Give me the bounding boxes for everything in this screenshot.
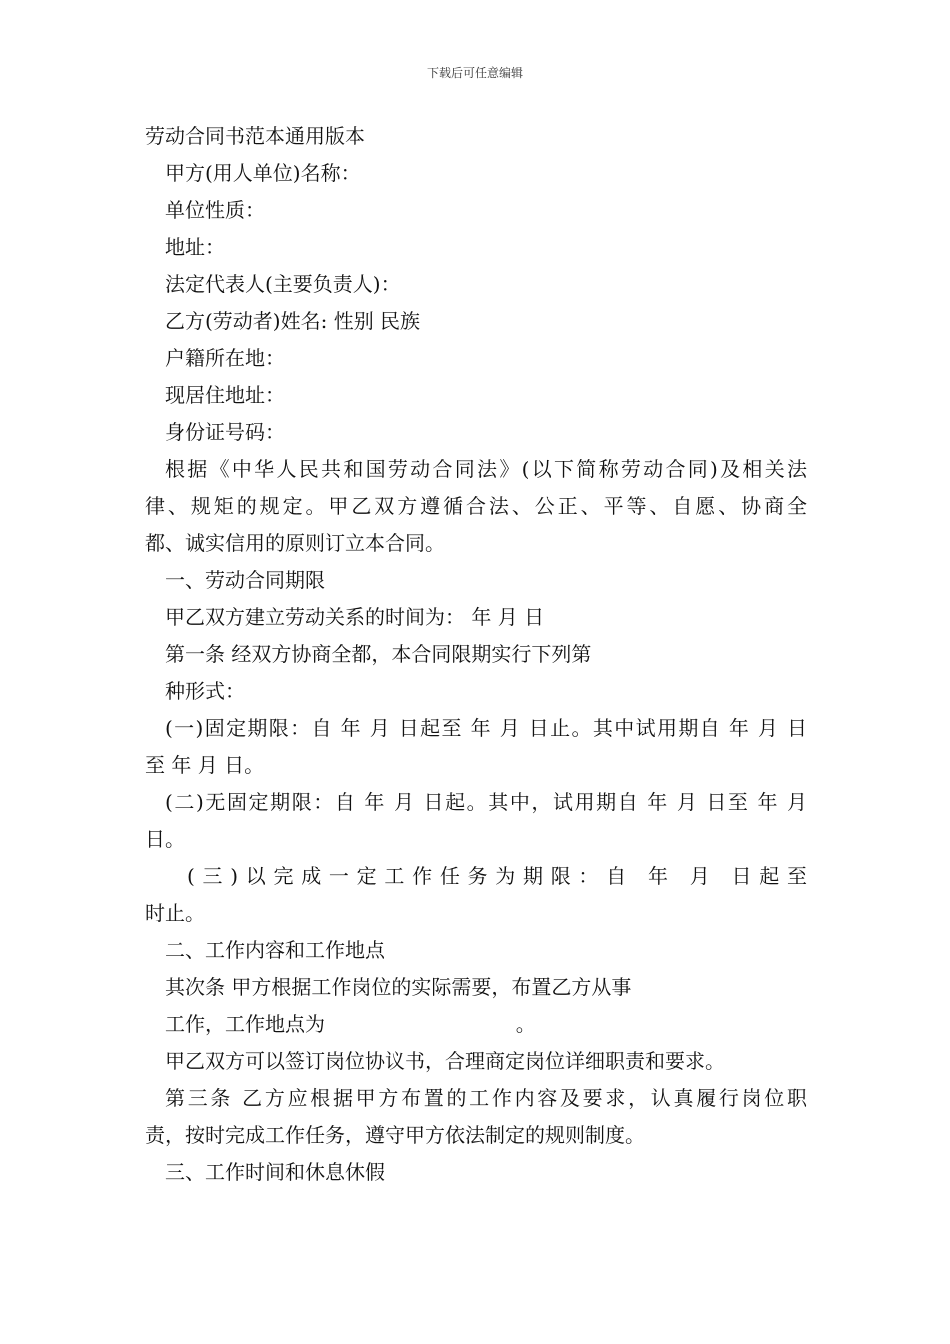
page-header: 下载后可任意编辑 xyxy=(426,66,523,80)
fixed-term-line-1: (一)固定期限：自 年 月 日起至 年 月 日止。其中试用期自 年 月 日 xyxy=(165,716,807,740)
fixed-term-line-2: 至 年 月 日。 xyxy=(145,753,265,777)
task-term-line-2: 时止。 xyxy=(145,901,205,925)
party-b-name: 乙方(劳动者)姓名: 性别 民族 xyxy=(165,309,421,333)
article-3-line-1: 第三条 乙方应根据甲方布置的工作内容及要求，认真履行岗位职 xyxy=(165,1086,807,1110)
task-term-line-1: (三)以完成一定工作任务为期限：自 年 月 日起至 xyxy=(187,864,807,888)
household-registration: 户籍所在地： xyxy=(165,346,285,370)
legal-representative: 法定代表人(主要负责人)： xyxy=(165,272,401,296)
id-number: 身份证号码： xyxy=(165,420,285,444)
section-heading-2: 二、工作内容和工作地点 xyxy=(165,938,385,962)
current-address: 现居住地址： xyxy=(165,383,285,407)
section-heading-1: 一、劳动合同期限 xyxy=(165,568,325,592)
preamble-line-1: 根据《中华人民共和国劳动合同法》(以下简称劳动合同)及相关法 xyxy=(165,457,807,481)
article-1-line-2: 种形式： xyxy=(165,679,245,703)
open-term-line-1: (二)无固定期限：自 年 月 日起。其中，试用期自 年 月 日至 年 月 xyxy=(165,790,807,814)
article-3-line-2: 责，按时完成工作任务，遵守甲方依法制定的规则制度。 xyxy=(145,1123,645,1147)
article-2-line-1: 其次条 甲方根据工作岗位的实际需要，布置乙方从事 xyxy=(165,975,632,999)
article-1-line-1: 第一条 经双方协商全都，本合同限期实行下列第 xyxy=(165,642,592,666)
document-title: 劳动合同书范本通用版本 xyxy=(145,124,365,148)
article-2-line-3: 甲乙双方可以签订岗位协议书，合理商定岗位详细职责和要求。 xyxy=(165,1049,725,1073)
party-a-name: 甲方(用人单位)名称： xyxy=(165,161,361,185)
section-heading-3: 三、工作时间和休息休假 xyxy=(165,1160,385,1184)
preamble-line-2: 律、规矩的规定。甲乙双方遵循合法、公正、平等、自愿、协商全 xyxy=(145,494,807,518)
open-term-line-2: 日。 xyxy=(145,827,185,851)
document-body xyxy=(145,118,807,1191)
unit-nature: 单位性质： xyxy=(165,198,265,222)
contract-start-date: 甲乙双方建立劳动关系的时间为： 年 月 日 xyxy=(165,605,545,629)
article-2-line-2: 工作，工作地点为 。 xyxy=(165,1012,536,1036)
address: 地址： xyxy=(165,235,225,259)
preamble-line-3: 都、诚实信用的原则订立本合同。 xyxy=(145,531,445,555)
